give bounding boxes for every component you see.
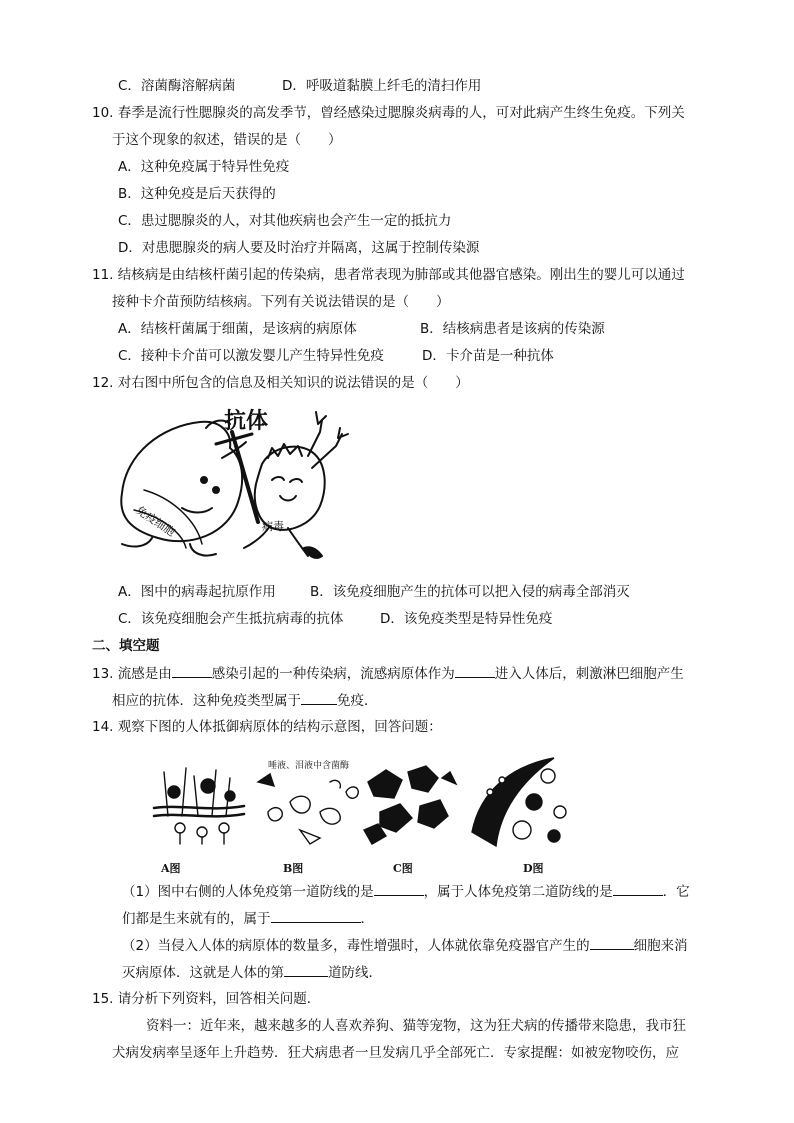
q11-option-c: C．接种卡介苗可以激发婴儿产生特异性免疫 (118, 348, 384, 364)
q14-sub2-text-2: 细胞来消 (633, 938, 688, 954)
q13-text-3: 进入人体后，刺激淋巴细胞产生 (494, 666, 684, 682)
q12-option-d: D．该免疫类型是特异性免疫 (380, 611, 553, 627)
q14-sub1-text-4: 们都是生来就有的，属于 (122, 911, 271, 927)
q13-text-5: 免疫． (337, 693, 378, 709)
q14-sub1-text-3: ．它 (662, 884, 690, 900)
immune-cell-label: 免疫细胞 (133, 503, 178, 540)
q12-stem: 12. 对右图中所包含的信息及相关知识的说法错误的是（ ） (92, 375, 469, 391)
q14-blank-5[interactable] (284, 962, 328, 977)
q14-blank-3[interactable] (271, 908, 361, 923)
q14-sub2-text-4: 道防线． (328, 965, 382, 981)
q15-material-line2: 犬病发病率呈逐年上升趋势．狂犬病患者一旦发病几乎全部死亡．专家提醒：如被宠物咬伤，应 (112, 1045, 679, 1061)
q13-text-1: 13. 流感是由 (92, 666, 172, 682)
virus-label: 病毒 (262, 520, 284, 533)
q10-option-a: A．这种免疫属于特异性免疫 (118, 159, 290, 175)
q10-stem-line2: 于这个现象的叙述，错误的是（ ） (112, 132, 342, 148)
q15-stem: 15. 请分析下列资料，回答相关问题． (92, 991, 321, 1007)
panel-b-enzymes (258, 774, 358, 844)
q14-sub1-line1 (122, 881, 690, 902)
panel-d-immune (472, 758, 566, 846)
q12-option-a: A．图中的病毒起抗原作用 (118, 584, 276, 600)
q14-sub2-line1 (122, 935, 688, 956)
q14-blank-4[interactable] (590, 935, 634, 950)
q14-sub1-text-5: ． (360, 911, 374, 927)
panel-a-skin (154, 768, 244, 844)
q10-stem-line1: 10. 春季是流行性腮腺炎的高发季节，曾经感染过腮腺炎病毒的人，可对此病产生终生免疫。下列关 (92, 105, 685, 121)
q9-option-c: C．溶菌酶溶解病菌 (118, 78, 236, 94)
q14-sub1-text-2: ，属于人体免疫第二道防线的是 (423, 884, 613, 900)
q14-sub2-text-3: 灭病原体．这就是人体的第 (122, 965, 284, 981)
q11-option-d: D．卡介苗是一种抗体 (422, 348, 554, 364)
q13-blank-2[interactable] (455, 663, 495, 678)
q13-text-2: 感染引起的一种传染病，流感病原体作为 (211, 666, 455, 682)
q14-blank-2[interactable] (613, 881, 663, 896)
q13-blank-1[interactable] (172, 663, 212, 678)
q11-option-a: A．结核杆菌属于细菌，是该病的病原体 (118, 321, 357, 337)
q12-option-b: B．该免疫细胞产生的抗体可以把入侵的病毒全部消灭 (310, 584, 630, 600)
caption-c: C图 (393, 862, 413, 875)
panel-c-phagocytes (364, 766, 456, 844)
caption-a: A图 (161, 862, 181, 875)
q13-blank-3[interactable] (301, 690, 337, 705)
q10-option-b: B．这种免疫是后天获得的 (118, 186, 276, 202)
q11-stem-line2: 接种卡介苗预防结核病。下列有关说法错误的是（ ） (112, 294, 450, 310)
q14-stem: 14. 观察下图的人体抵御病原体的结构示意图，回答问题： (92, 719, 442, 735)
antibody-label: 抗体 (224, 409, 269, 434)
q11-option-b: B．结核病患者是该病的传染源 (420, 321, 605, 337)
q13-line2 (112, 690, 378, 711)
antibody-virus-cartoon (112, 398, 362, 570)
q10-option-d: D．对患腮腺炎的病人要及时治疗并隔离，这属于控制传染源 (118, 240, 480, 256)
q14-sub1-text-1: （1）图中右侧的人体免疫第一道防线的是 (122, 884, 374, 900)
q14-sub1-line2 (122, 908, 374, 929)
q14-sub2-text-1: （2）当侵入人体的病原体的数量多，毒性增强时，人体就依靠免疫器官产生的 (122, 938, 590, 954)
q10-option-c: C．患过腮腺炎的人，对其他疾病也会产生一定的抵抗力 (118, 213, 452, 229)
section-title-fill-in: 二、填空题 (92, 638, 160, 654)
body-defense-figure (150, 752, 580, 852)
q14-sub2-line2 (122, 962, 382, 983)
q11-stem-line1: 11. 结核病是由结核杆菌引起的传染病，患者常表现为肺部或其他器官感染。刚出生的婴儿可以通过 (92, 267, 685, 283)
q14-blank-1[interactable] (374, 881, 424, 896)
caption-b: B图 (283, 862, 304, 875)
q13-line1 (92, 663, 684, 684)
caption-d: D图 (523, 862, 544, 875)
q9-option-d: D．呼吸道黏膜上纤毛的清扫作用 (282, 78, 482, 94)
q15-material-line1: 资料一：近年来，越来越多的人喜欢养狗、猫等宠物，这为狂犬病的传播带来隐患，我市狂 (146, 1018, 686, 1034)
q12-option-c: C．该免疫细胞会产生抵抗病毒的抗体 (118, 611, 344, 627)
panel-b-note: 唾液、泪液中含菌酶 (268, 761, 350, 771)
q13-text-4: 相应的抗体．这种免疫类型属于 (112, 693, 301, 709)
